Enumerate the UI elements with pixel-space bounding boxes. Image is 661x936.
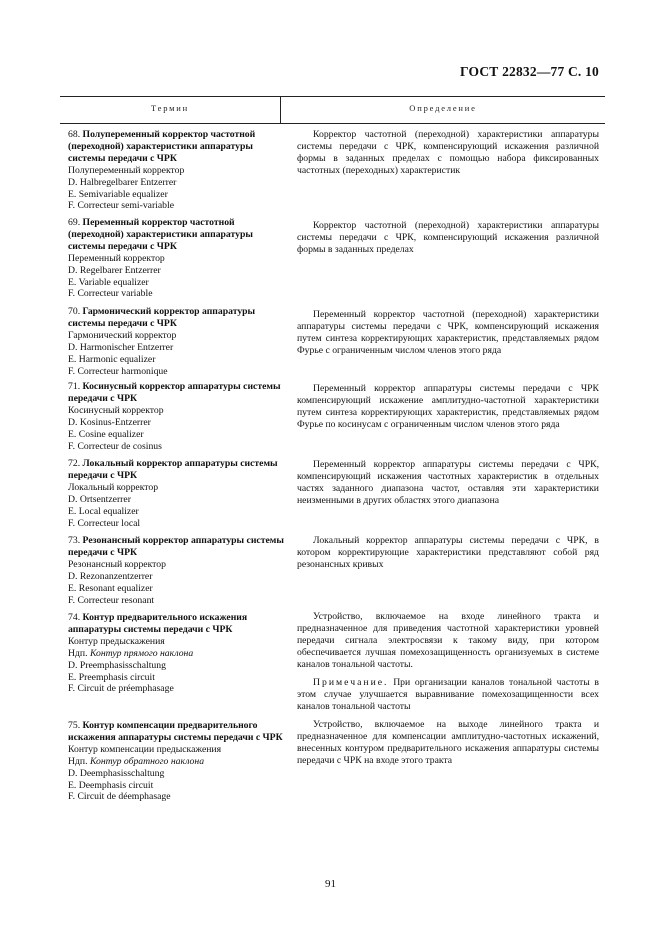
term-french: F. Correcteur harmonique	[68, 365, 168, 377]
definition-note: Примечание. При организации каналов тональной частоты в этом случае улучшается выравнивание помехозащищенности всех каналов тональной частоты	[297, 677, 599, 713]
definition-68: Корректор частотной (переходной) характеристики аппаратуры системы передачи с ЧРК, компенсирующий искажения различной формы в заданных пределах с помощью набора фиксированных частотных (переходных) характеристик	[297, 129, 599, 177]
term-deprecated: Ндп. Контур обратного наклона	[68, 755, 205, 767]
term-german: D. Preemphasisschaltung	[68, 659, 166, 671]
term-german: D. Deemphasisschaltung	[68, 767, 165, 779]
definition-75: Устройство, включаемое на выходе линейного тракта и предназначенное для компенсации амплитудно-частотных искажений, внесенных контуром предварительного искажения аппаратуры системы передачи с ЧРК на входе этого тракта	[297, 719, 599, 767]
term-synonym: Переменный корректор	[68, 252, 165, 264]
definition-73: Локальный корректор аппаратуры системы передачи с ЧРК, в котором корректирующие характеристики представляют собой ряд резонансных кривых	[297, 535, 599, 571]
term-german: D. Kosinus-Entzerrer	[68, 416, 151, 428]
term-english: E. Local equalizer	[68, 505, 139, 517]
term-french: F. Circuit de préemphasage	[68, 683, 174, 695]
term-french: F. Correcteur variable	[68, 288, 153, 300]
definition-74: Устройство, включаемое на входе линейного тракта и предназначенное для приведения частотной характеристики уровней передачи сигнала электросвязи к такому виду, при котором обеспечивается лучшая помехозащищенность организуемых в системе каналов тональной частоты. Примечание. При организации каналов тональной частоты в этом случае улучшается выравнивание помехозащищенности всех каналов тональной частоты	[297, 611, 599, 713]
term-title: 75. Контур компенсации предварительного искажения аппаратуры системы передачи с ЧРК	[68, 720, 283, 743]
definition-column-header: Определение	[409, 103, 477, 113]
term-title: 72. Локальный корректор аппаратуры системы передачи с ЧРК	[68, 458, 278, 481]
term-synonym: Локальный корректор	[68, 481, 159, 493]
definition-70: Переменный корректор частотной (переходной) характеристики аппаратуры системы передачи с ЧРК, компенсирующий искажения путем синтеза корректирующих характеристик, представляемых рядом Фурье с ограниченным числом членов этого ряда	[297, 309, 599, 357]
term-french: F. Circuit de déemphasage	[68, 791, 171, 803]
definition-72: Переменный корректор аппаратуры системы передачи с ЧРК, компенсирующий искажения частотных характеристик в отдельных частях заданного диапазона частот, оставляя эти характеристики неизменными в других областях этого диапазона	[297, 459, 599, 507]
term-entry-74	[68, 612, 290, 695]
term-english: E. Variable equalizer	[68, 276, 149, 288]
term-english: E. Resonant equalizer	[68, 582, 153, 594]
term-deprecated: Ндп. Контур прямого наклона	[68, 647, 194, 659]
term-title: 69. Переменный корректор частотной (переходной) характеристики аппаратуры системы передачи с ЧРК	[68, 217, 253, 252]
term-entry-72	[68, 458, 290, 529]
term-entry-69	[68, 217, 290, 300]
definition-71: Переменный корректор аппаратуры системы передачи с ЧРК компенсирующий искажение амплитудно-частотной характеристики путем синтеза корректирующих характеристик, представляемых рядом Фурье по косинусам с ограниченным числом членов этого ряда	[297, 383, 599, 431]
term-english: E. Cosine equalizer	[68, 428, 144, 440]
term-synonym: Контур предыскажения	[68, 635, 165, 647]
term-title: 68. Полупеременный корректор частотной (переходной) характеристики аппаратуры системы передачи с ЧРК	[68, 129, 256, 164]
term-entry-70	[68, 306, 290, 377]
term-english: E. Deemphasis circuit	[68, 779, 154, 791]
term-english: E. Semivariable equalizer	[68, 188, 168, 200]
document-header: ГОСТ 22832—77 С. 10	[460, 64, 599, 79]
term-title: 71. Косинусный корректор аппаратуры системы передачи с ЧРК	[68, 381, 281, 404]
term-synonym: Контур компенсации предыскажения	[68, 743, 222, 755]
term-entry-75	[68, 720, 290, 803]
term-german: D. Harmonischer Entzerrer	[68, 341, 174, 353]
term-german: D. Halbregelbarer Entzerrer	[68, 176, 177, 188]
term-german: D. Rezonanzentzerrer	[68, 570, 153, 582]
term-french: F. Correcteur de cosinus	[68, 440, 162, 452]
term-german: D. Regelbarer Entzerrer	[68, 264, 161, 276]
term-german: D. Ortsentzerrer	[68, 493, 131, 505]
term-column-header: Термин	[150, 103, 190, 113]
term-synonym: Косинусный корректор	[68, 404, 164, 416]
term-title: 73. Резонансный корректор аппаратуры системы передачи с ЧРК	[68, 535, 284, 558]
term-english: E. Preemphasis circuit	[68, 671, 155, 683]
term-synonym: Резонансный корректор	[68, 558, 166, 570]
table-header	[60, 96, 605, 124]
definition-69: Корректор частотной (переходной) характеристики аппаратуры системы передачи с ЧРК, компенсирующий искажения различной формы в заданных пределах	[297, 220, 599, 256]
term-synonym: Полупеременный корректор	[68, 164, 185, 176]
term-synonym: Гармонический корректор	[68, 329, 177, 341]
term-entry-73	[68, 535, 290, 606]
term-french: F. Correcteur semi-variable	[68, 200, 175, 212]
term-title: 70. Гармонический корректор аппаратуры системы передачи с ЧРК	[68, 306, 256, 329]
term-entry-68	[68, 129, 290, 212]
term-title: 74. Контур предварительного искажения аппаратуры системы передачи с ЧРК	[68, 612, 248, 635]
term-french: F. Correcteur resonant	[68, 594, 155, 606]
term-french: F. Correcteur local	[68, 517, 141, 529]
term-entry-71	[68, 381, 290, 452]
term-english: E. Harmonic equalizer	[68, 353, 156, 365]
page-number: 91	[325, 878, 336, 890]
